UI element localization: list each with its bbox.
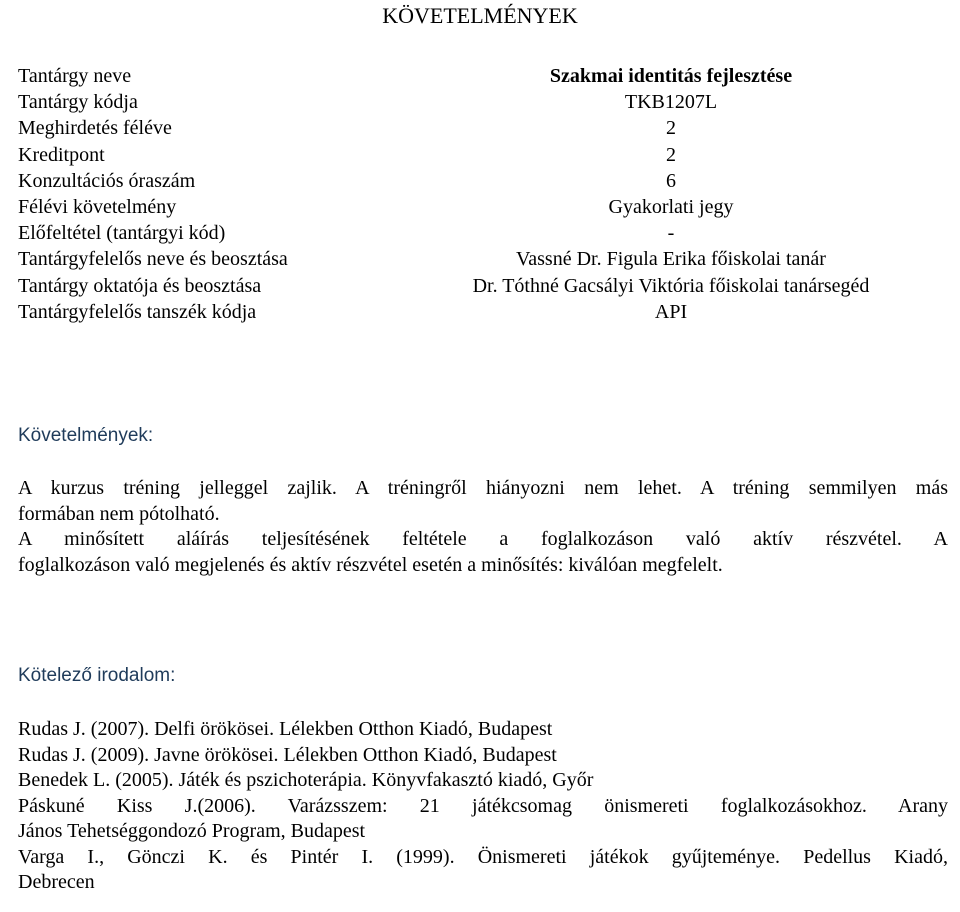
info-value: 6 bbox=[666, 169, 676, 192]
info-label: Félévi követelmény bbox=[18, 196, 177, 219]
requirements-text bbox=[18, 476, 948, 578]
info-label: Tantárgy neve bbox=[18, 65, 132, 88]
info-row-course-name bbox=[18, 63, 942, 89]
info-value: TKB1207L bbox=[624, 91, 718, 114]
info-value: 2 bbox=[666, 117, 676, 140]
info-row-contact-hours bbox=[18, 168, 942, 194]
literature-list bbox=[18, 717, 948, 896]
page-title: KÖVETELMÉNYEK bbox=[382, 3, 578, 28]
requirements-line: A kurzus tréning jelleggel zajlik. A tréningről hiányozni nem lehet. A tréning semmilyen más bbox=[18, 477, 948, 499]
info-value: Szakmai identitás fejlesztése bbox=[549, 65, 793, 88]
reference-line: János Tehetséggondozó Program, Budapest bbox=[18, 820, 366, 842]
info-row-prerequisite bbox=[18, 220, 942, 246]
info-label: Kreditpont bbox=[18, 143, 105, 166]
info-value: Vassné Dr. Figula Erika főiskolai tanár bbox=[516, 248, 826, 271]
info-label: Tantárgy kódja bbox=[18, 91, 138, 114]
info-label: Tantárgy oktatója és beosztása bbox=[18, 274, 262, 297]
info-row-department bbox=[18, 299, 942, 325]
reference-line: Varga I., Gönczi K. és Pintér I. (1999). Önismereti játékok gyűjteménye. Pedellus Kiadó, bbox=[18, 845, 948, 868]
info-row-responsible bbox=[18, 246, 942, 272]
info-label: Előfeltétel (tantárgyi kód) bbox=[18, 222, 226, 245]
info-value: 2 bbox=[666, 143, 676, 166]
course-info-table bbox=[18, 63, 942, 325]
info-row-credits bbox=[18, 142, 942, 168]
requirements-line: foglalkozáson való megjelenés és aktív részvétel esetén a minősítés: kiválóan megfelelt. bbox=[18, 553, 723, 576]
reference-line: Debrecen bbox=[18, 871, 95, 893]
info-row-semester bbox=[18, 115, 942, 141]
info-row-requirement bbox=[18, 194, 942, 220]
info-label: Tantárgyfelelős tanszék kódja bbox=[18, 300, 257, 323]
info-label: Meghirdetés féléve bbox=[18, 117, 172, 140]
requirements-heading: Követelmények: bbox=[18, 425, 154, 446]
info-value: Gyakorlati jegy bbox=[608, 196, 734, 219]
reference-line: Rudas J. (2009). Javne örökösei. Lélekben Otthon Kiadó, Budapest bbox=[18, 743, 557, 766]
info-label: Konzultációs óraszám bbox=[18, 169, 196, 192]
reference-line: Benedek L. (2005). Játék és pszichoterápia. Könyvfakasztó kiadó, Győr bbox=[18, 769, 594, 791]
info-label: Tantárgyfelelős neve és beosztása bbox=[18, 248, 288, 271]
info-row-instructor bbox=[18, 273, 942, 299]
requirements-line: formában nem pótolható. bbox=[18, 502, 220, 525]
info-value: Dr. Tóthné Gacsályi Viktória főiskolai tanársegéd bbox=[472, 274, 870, 297]
reference-line: Rudas J. (2007). Delfi örökösei. Lélekben Otthon Kiadó, Budapest bbox=[18, 718, 553, 740]
reference-line: Páskuné Kiss J.(2006). Varázsszem: 21 játékcsomag önismereti foglalkozásokhoz. Arany bbox=[18, 794, 948, 817]
info-value: - bbox=[667, 222, 675, 245]
info-value: API bbox=[654, 300, 688, 323]
literature-heading: Kötelező irodalom: bbox=[18, 665, 176, 686]
info-row-course-code bbox=[18, 89, 942, 115]
requirements-line: A minősített aláírás teljesítésének feltétele a foglalkozáson való aktív részvétel. A bbox=[18, 528, 948, 550]
